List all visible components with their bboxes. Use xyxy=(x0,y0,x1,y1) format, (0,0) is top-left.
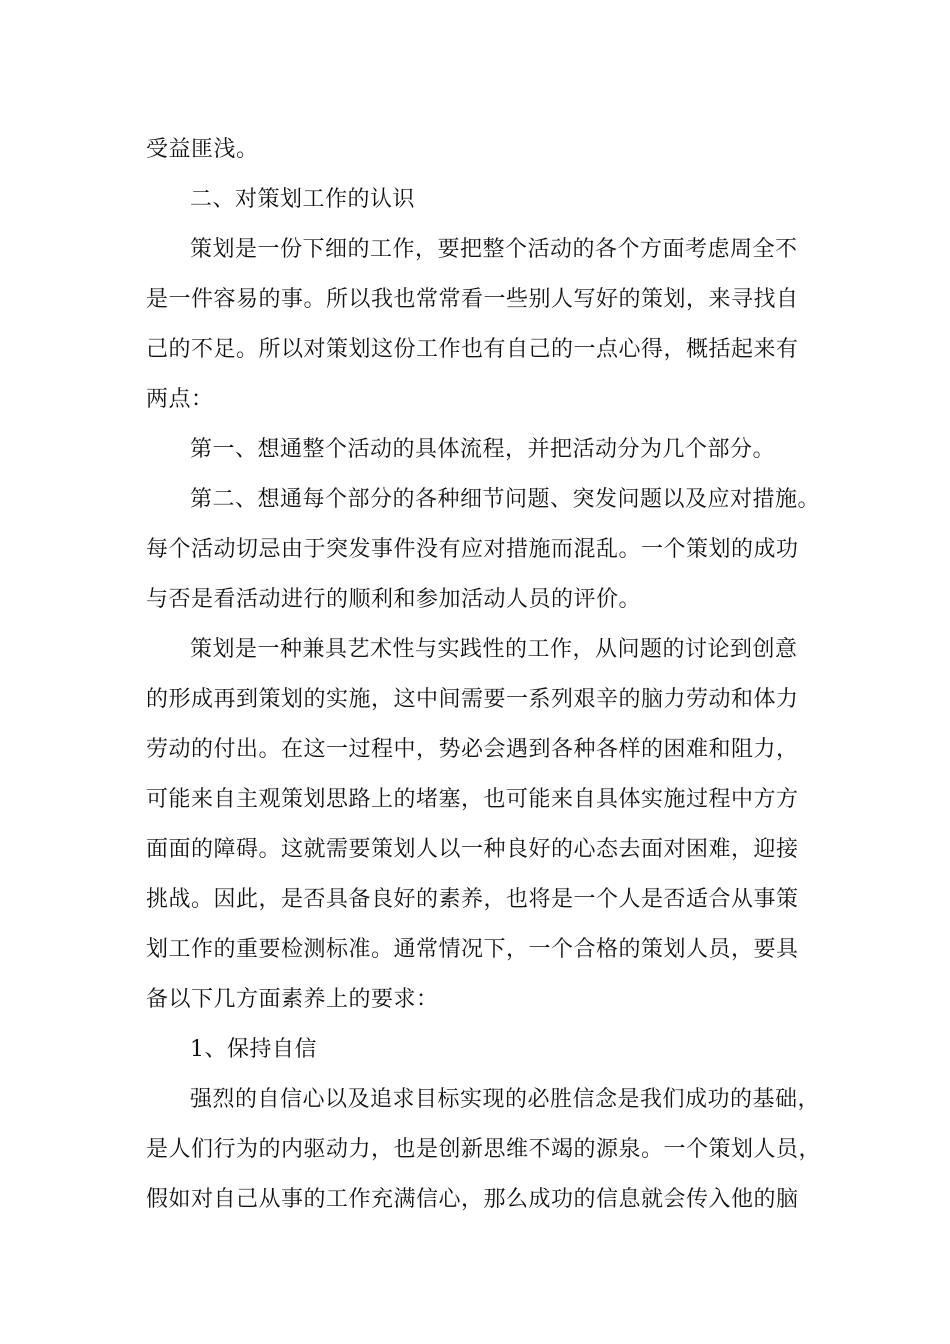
text-line: 与否是看活动进行的顺利和参加活动人员的评价。 xyxy=(146,587,642,612)
text-line: 己的不足。所以对策划这份工作也有自己的一点心得，概括起来有 xyxy=(146,337,799,362)
text-line: 划工作的重要检测标准。通常情况下，一个合格的策划人员，要具 xyxy=(146,937,799,962)
text-line: 可能来自主观策划思路上的堵塞，也可能来自具体实施过程中方方 xyxy=(146,787,799,812)
text-line: 受益匪浅。 xyxy=(146,137,259,162)
text-line: 是人们行为的内驱动力，也是创新思维不竭的源泉。一个策划人员， xyxy=(146,1137,822,1162)
text-line: 的形成再到策划的实施，这中间需要一系列艰辛的脑力劳动和体力 xyxy=(146,687,799,712)
section-heading: 二、对策划工作的认识 xyxy=(190,187,416,212)
text-line: 面面的障碍。这就需要策划人以一种良好的心态去面对困难，迎接 xyxy=(146,837,799,862)
subsection-heading: 1、保持自信 xyxy=(190,1037,317,1062)
text-line: 每个活动切忌由于突发事件没有应对措施而混乱。一个策划的成功 xyxy=(146,537,799,562)
text-line: 挑战。因此，是否具备良好的素养，也将是一个人是否适合从事策 xyxy=(146,887,799,912)
text-line: 假如对自己从事的工作充满信心，那么成功的信息就会传入他的脑 xyxy=(146,1187,799,1212)
text-line: 劳动的付出。在这一过程中，势必会遇到各种各样的困难和阻力， xyxy=(146,737,799,762)
text-line: 第二、想通每个部分的各种细节问题、突发问题以及应对措施。 xyxy=(190,487,821,512)
text-line: 备以下几方面素养上的要求： xyxy=(146,987,439,1012)
text-line: 两点： xyxy=(146,387,214,412)
text-line: 策划是一份下细的工作，要把整个活动的各个方面考虑周全不 xyxy=(190,237,798,262)
text-line: 强烈的自信心以及追求目标实现的必胜信念是我们成功的基础， xyxy=(190,1087,821,1112)
text-line: 策划是一种兼具艺术性与实践性的工作，从问题的讨论到创意 xyxy=(190,637,798,662)
text-line: 是一件容易的事。所以我也常常看一些别人写好的策划，来寻找自 xyxy=(146,287,799,312)
text-line: 第一、想通整个活动的具体流程，并把活动分为几个部分。 xyxy=(190,437,776,462)
